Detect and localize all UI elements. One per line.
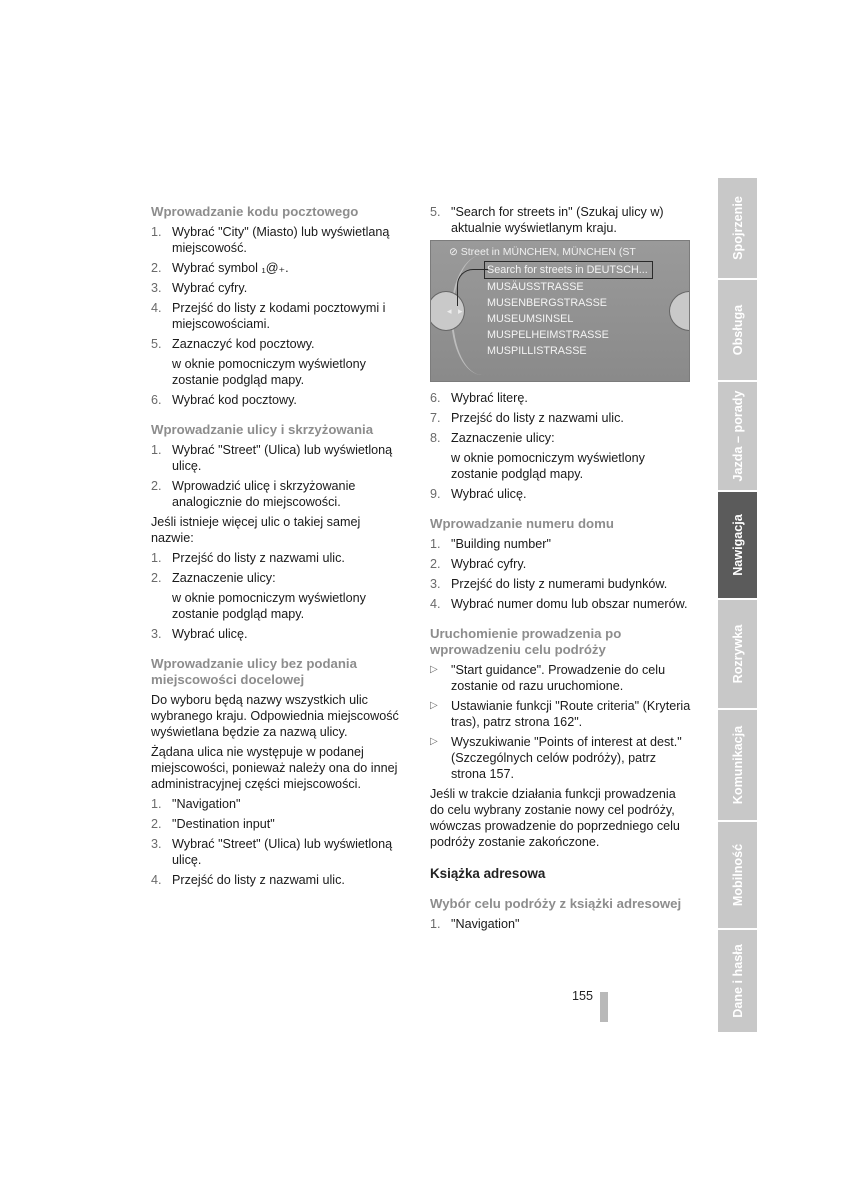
scroll-arrows-icon: ◂ ▸	[447, 306, 465, 316]
list-item: 2. "Destination input"	[151, 817, 275, 831]
tab-dane-i-hasla[interactable]: Dane i hasła	[718, 930, 757, 1034]
street-list	[485, 261, 653, 359]
list-item: 6. Wybrać kod pocztowy.	[151, 393, 297, 407]
list-item: 8. Zaznaczenie ulicy:	[430, 431, 555, 445]
triangle-bullet-icon: ▷	[430, 664, 438, 675]
triangle-bullet-icon: ▷	[430, 700, 438, 711]
paragraph: Jeśli istnieje więcej ulic o takiej samej nazwie:	[151, 515, 361, 545]
screen-title: ⊘ Street in MÜNCHEN, MÜNCHEN (ST	[449, 246, 636, 258]
paragraph: Żądana ulica nie występuje w podanej miejscowości, ponieważ należy ona do innej administracyjnej części miejscowości.	[151, 745, 398, 791]
screen-row: MUSPELHEIMSTRASSE	[487, 329, 609, 341]
tab-nawigacja[interactable]: Nawigacja	[718, 492, 757, 600]
section-heading-address-book: Książka adresowa	[430, 866, 546, 881]
list-item-note: w oknie pomocniczym wyświetlony zostanie podgląd mapy.	[172, 591, 366, 621]
list-item: 9. Wybrać ulicę.	[430, 487, 527, 501]
screen-row: MUSPILLISTRASSE	[487, 345, 587, 357]
list-item: 1. Przejść do listy z nazwami ulic.	[151, 551, 345, 565]
triangle-bullet-icon: ▷	[430, 736, 438, 747]
section-heading-start-guidance: Uruchomienie prowadzenia po wprowadzeniu celu podróży	[430, 626, 622, 657]
list-item: 5. Zaznaczyć kod pocztowy.	[151, 337, 315, 351]
page-number: 155	[572, 989, 594, 1003]
screen-row: MUSEUMSINSEL	[487, 313, 574, 325]
tab-komunikacja[interactable]: Komunikacja	[718, 710, 757, 822]
list-item: 6. Wybrać literę.	[430, 391, 528, 405]
list-item: 4. Wybrać numer domu lub obszar numerów.	[430, 597, 688, 611]
controller-knob-right	[669, 291, 690, 331]
list-item: 7. Przejść do listy z nazwami ulic.	[430, 411, 624, 425]
tab-obsluga[interactable]: Obsługa	[718, 280, 757, 382]
list-item-note: w oknie pomocniczym wyświetlony zostanie podgląd mapy.	[451, 451, 645, 481]
list-item: 1. Wybrać "City" (Miasto) lub wyświetlaną miejscowość.	[151, 225, 390, 255]
section-heading-house-number: Wprowadzanie numeru domu	[430, 516, 614, 531]
list-item: 3. Wybrać ulicę.	[151, 627, 248, 641]
tab-jazda-porady[interactable]: Jazda – porady	[718, 382, 757, 492]
list-item: 3. Przejść do listy z numerami budynków.	[430, 577, 668, 591]
list-item: 5. "Search for streets in" (Szukaj ulicy w) aktualnie wyświetlanym kraju.	[430, 205, 664, 235]
list-item: 2. Zaznaczenie ulicy:	[151, 571, 276, 585]
list-item: 1. "Building number"	[430, 537, 551, 551]
screen-row: MUSENBERGSTRASSE	[487, 297, 607, 309]
tab-spojrzenie[interactable]: Spojrzenie	[718, 178, 757, 280]
list-item: 1. "Navigation"	[151, 797, 241, 811]
list-item: 4. Przejść do listy z kodami pocztowymi i miejscowościami.	[151, 301, 386, 331]
section-heading-postal-code: Wprowadzanie kodu pocztowego	[151, 204, 359, 219]
paragraph: Jeśli w trakcie działania funkcji prowadzenia do celu wybrany zostanie nowy cel podróży, wówczas prowadzenie do poprzedniego celu podróży zostanie zakończone.	[430, 787, 680, 849]
list-item: 2. Wybrać symbol ₁@₊.	[151, 261, 289, 275]
tab-mobilnosc[interactable]: Mobilność	[718, 822, 757, 930]
bullet-item: ▷ Ustawianie funkcji "Route criteria" (Kryteria tras), patrz strona 162".	[430, 699, 691, 729]
tab-rozrywka[interactable]: Rozrywka	[718, 600, 757, 710]
list-item: 1. "Navigation"	[430, 917, 520, 931]
page-marker-bar	[600, 992, 608, 1022]
paragraph: Do wyboru będą nazwy wszystkich ulic wybranego kraju. Odpowiednia miejscowość wyświetlana będzie za nazwą ulicy.	[151, 693, 399, 739]
screen-row-selected: Search for streets in DEUTSCH...	[484, 261, 653, 279]
section-subheading-address-book: Wybór celu podróży z książki adresowej	[430, 896, 682, 911]
section-heading-street: Wprowadzanie ulicy i skrzyżowania	[151, 422, 374, 437]
list-item: 1. Wybrać "Street" (Ulica) lub wyświetloną ulicę.	[151, 443, 393, 473]
idrive-screen-image	[430, 240, 690, 382]
screen-row: MUSÄUSSTRASSE	[487, 281, 584, 293]
list-item: 3. Wybrać "Street" (Ulica) lub wyświetloną ulicę.	[151, 837, 393, 867]
bullet-item: ▷ "Start guidance". Prowadzenie do celu zostanie od razu uruchomione.	[430, 663, 666, 693]
list-item: 4. Przejść do listy z nazwami ulic.	[151, 873, 345, 887]
list-item: 2. Wprowadzić ulicę i skrzyżowanie analogicznie do miejscowości.	[151, 479, 356, 509]
bullet-item: ▷ Wyszukiwanie "Points of interest at dest." (Szczególnych celów podróży), patrz strona 157.	[430, 735, 682, 781]
section-heading-street-no-city: Wprowadzanie ulicy bez podania miejscowości docelowej	[151, 656, 357, 687]
list-item: 2. Wybrać cyfry.	[430, 557, 527, 571]
street-icon: ⊘	[449, 246, 461, 258]
list-item: 3. Wybrać cyfry.	[151, 281, 248, 295]
chapter-tabs	[718, 178, 757, 1034]
left-column	[151, 204, 401, 892]
right-column	[430, 204, 692, 936]
list-item-note: w oknie pomocniczym wyświetlony zostanie podgląd mapy.	[172, 357, 366, 387]
